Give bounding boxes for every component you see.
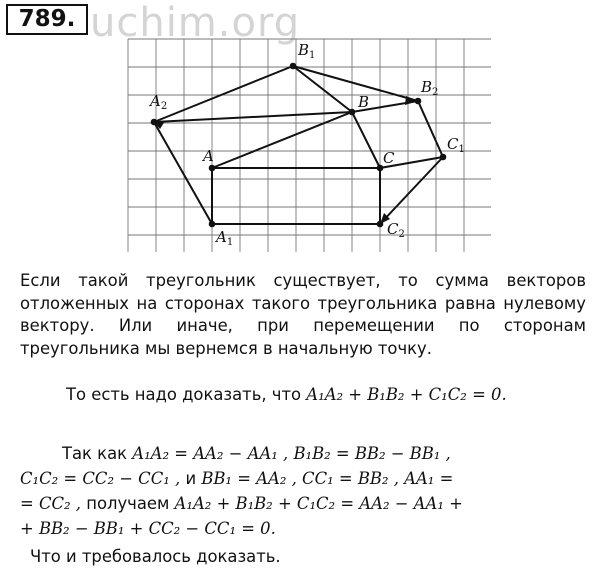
conclusion-line: Что и требовалось доказать. bbox=[30, 547, 281, 566]
line-get: = CC₂ , получаем A₁A₂ + B₁B₂ + C₁C₂ = AA₂ − AA₁ + bbox=[20, 494, 463, 513]
segment-a2-a1 bbox=[154, 122, 212, 224]
label-c1: $C_1$ bbox=[447, 135, 465, 155]
segment-b1-b2 bbox=[293, 66, 418, 101]
label-c: C bbox=[383, 149, 395, 167]
vertex-b2 bbox=[415, 98, 422, 105]
geometry-figure bbox=[0, 0, 600, 260]
formula-since-1: A₁A₂ = AA₂ − AA₁ , B₁B₂ = BB₂ − BB₁ , bbox=[132, 444, 451, 463]
problem-number: 789. bbox=[6, 4, 88, 35]
vertex-a bbox=[209, 165, 216, 172]
label-b: B bbox=[358, 93, 370, 111]
line-since: Так как A₁A₂ = AA₂ − AA₁ , B₁B₂ = BB₂ − BB₁ , bbox=[62, 444, 451, 463]
line-since-2: C₁C₂ = CC₂ − CC₁ , и BB₁ = AA₂ , CC₁ = BB₂ , AA₁ = bbox=[20, 469, 454, 488]
segments bbox=[154, 66, 443, 224]
label-b1: $B_1$ bbox=[298, 41, 316, 61]
explanation-paragraph: Если такой треугольник существует, то сумма векторов отложенных на сторонах такого треугольника равна нулевому вектору. Или иначе, при перемещении по сторонам треугольника мы вернемся в начальную точку. bbox=[20, 271, 586, 358]
segment-b-c bbox=[352, 112, 380, 168]
vertices bbox=[151, 63, 447, 228]
segment-b1-b bbox=[293, 66, 352, 112]
segment-a2-b1 bbox=[154, 66, 293, 122]
segment-a-b bbox=[212, 112, 352, 168]
label-c2: $C_2$ bbox=[387, 220, 405, 240]
formula-get-2: + BB₂ − BB₁ + CC₂ − CC₁ = 0. bbox=[20, 519, 276, 538]
formula-prove: A₁A₂ + B₁B₂ + C₁C₂ = 0. bbox=[306, 385, 507, 404]
label-a2: $A_2$ bbox=[150, 92, 168, 112]
label-a1: $A_1$ bbox=[216, 228, 234, 248]
point-labels bbox=[148, 41, 465, 248]
vertex-b1 bbox=[290, 63, 297, 70]
watermark-logo: uchim.org bbox=[90, 0, 301, 46]
vertex-a2 bbox=[151, 119, 158, 126]
vertex-c1 bbox=[440, 154, 447, 161]
label-a: A bbox=[203, 147, 214, 165]
label-b2: $B_2$ bbox=[421, 78, 439, 98]
formula-since-2: C₁C₂ = CC₂ − CC₁ , bbox=[20, 469, 186, 488]
line-prove: То есть надо доказать, что A₁A₂ + B₁B₂ + C₁C₂ = 0. bbox=[66, 385, 507, 404]
vertex-b bbox=[349, 109, 356, 116]
line-get-2 bbox=[20, 519, 276, 538]
segment-b2-c1 bbox=[418, 101, 443, 157]
vertex-c2 bbox=[377, 221, 384, 228]
vertex-a1 bbox=[209, 221, 216, 228]
